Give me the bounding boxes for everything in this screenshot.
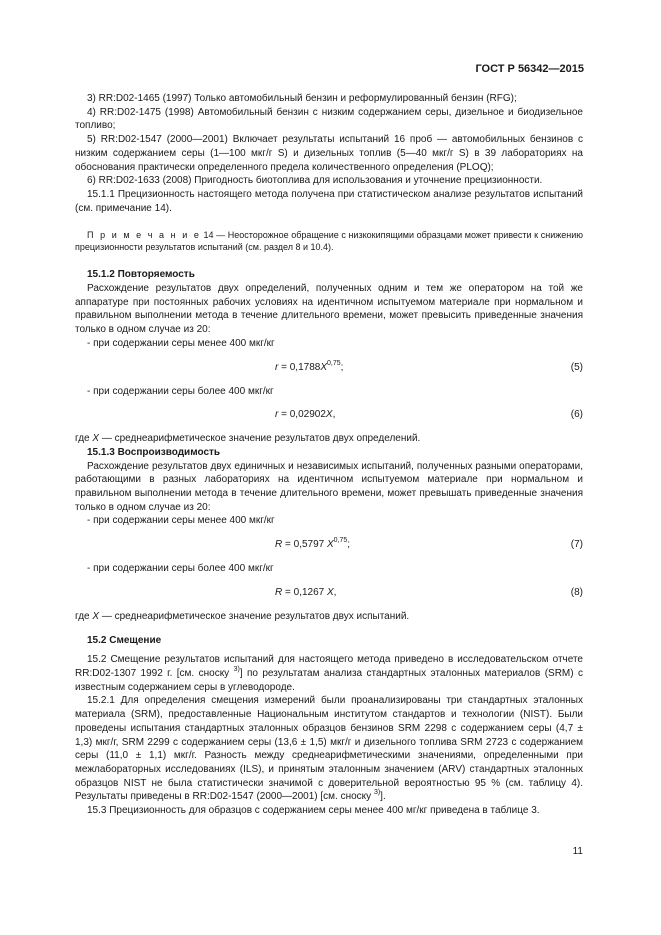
list-item: 3) RR:D02-1465 (1997) Только автомобильный бензин и реформулированный бензин (RFG); bbox=[87, 93, 517, 104]
case-high-sulfur: - при содержании серы более 400 мкг/кг bbox=[87, 563, 274, 575]
section-heading-reproducibility: 15.1.3 Воспроизводимость bbox=[87, 446, 221, 458]
section-heading-repeatability: 15.1.2 Повторяемость bbox=[87, 269, 195, 281]
formula-number: (8) bbox=[570, 586, 583, 598]
list-item: 6) RR:D02-1633 (2008) Пригодность биотоплива для использования и уточнение прецизионности. bbox=[87, 175, 543, 187]
where-clause: где X — среднеарифметическое значение результатов двух определений. bbox=[75, 433, 421, 445]
case-low-sulfur: - при содержании серы менее 400 мкг/кг bbox=[87, 337, 275, 349]
formula-number: (5) bbox=[570, 361, 583, 373]
document-header: ГОСТ Р 56342—2015 bbox=[475, 63, 584, 75]
formula-7 bbox=[75, 538, 583, 552]
where-clause: где X — среднеарифметическое значение результатов двух испытаний. bbox=[75, 610, 410, 622]
section-heading-bias: 15.2 Смещение bbox=[87, 634, 162, 646]
paragraph-15-1-1: 15.1.1 Прецизионность настоящего метода получена при статистическом анализе результатов испытаний (см. примечание 14). bbox=[75, 188, 583, 214]
note-text: 14 — Неосторожное обращение с низкокипящими образцами может привести к снижению прецизионности результатов испытаний (см. раздел 8 и 10.4). bbox=[75, 230, 583, 252]
reproducibility-text: Расхождение результатов двух единичных и независимых испытаний, полученных разными операторами, работающими в разных лабораториях на идентичном испытуемом материале при нормальном и правильном выполнении метода в течение длительного времени, может превышать приведенные значения только в одном случае из 20: bbox=[75, 460, 583, 513]
formula-number: (7) bbox=[570, 539, 583, 551]
note-14 bbox=[75, 230, 583, 253]
note-label: П р и м е ч а н и е bbox=[87, 230, 201, 241]
bias-paragraph-15-2-1: 15.2.1 Для определения смещения измерений были проанализированы три стандартных эталонных материала (SRM), предоставленные Национальным институтом стандартов и технологии (NIST). Были проведены испытания стандартных эталонных образцов бензинов SRM 2298 с содержанием серы (4,7 ± 1,3) мкг/г, SRM 2299 с содержанием серы (13,6 ± 1,5) мкг/г и дизельного топлива SRM 2723 с содержанием серы (11,0 ± 1,1) мкг/г. Разность между среднеарифметическими значениями, определенными при межлабораторных исследованиях (ILS), и принятым эталонным значением (ARV) стандартных эталонных образцов NIST не была статистически значимой с доверительной вероятностью 95 % (см. таблицу 4). Результаты приведены в RR:D02-1547 (2000—2001) [см. сноску $^{3)}$]. bbox=[75, 695, 583, 803]
list-item: 4) RR:D02-1475 (1998) Автомобильный бензин с низким содержанием серы, дизельное и биодизельное топливо; bbox=[75, 106, 583, 132]
case-high-sulfur: - при содержании серы более 400 мкг/кг bbox=[87, 385, 274, 397]
bias-paragraph: 15.2 Смещение результатов испытаний для настоящего метода приведено в исследовательском отчете RR:D02-1307 1992 г. [см. сноску $^{3)}$] по результатам анализа стандартных эталонных материалов (SRM) с известным содержанием серы в углеводороде. bbox=[75, 654, 583, 693]
case-low-sulfur: - при содержании серы менее 400 мкг/кг bbox=[87, 515, 275, 527]
formula-6 bbox=[75, 408, 583, 422]
formula-8 bbox=[75, 586, 583, 600]
page-number: 11 bbox=[572, 846, 583, 857]
list-item: 5) RR:D02-1547 (2000—2001) Включает результаты испытаний 16 проб — автомобильных бензинов с низким содержанием серы (1—100 мкг/г S) и дизельных топлив (5—40 мкг/г S) в 39 лабораториях на обоснования практически определенного предела количественного определения (PLOQ); bbox=[75, 134, 583, 173]
formula-body: r = 0,02902X, bbox=[275, 409, 336, 421]
repeatability-text: Расхождение результатов двух определений, полученных одним и тем же оператором на той же аппаратуре при постоянных рабочих условиях на идентичном испытуемом материале при нормальном и правильном выполнении метода в течение длительного времени, может превысить приведенные значения только в одном случае из 20: bbox=[75, 283, 583, 336]
precision-paragraph-15-3: 15.3 Прецизионность для образцов с содержанием серы менее 400 мг/кг приведена в таблице 3. bbox=[87, 805, 540, 817]
formula-body: $r = 0,1788X^{0,75}$; bbox=[275, 359, 344, 373]
document-body bbox=[75, 92, 583, 818]
formula-number: (6) bbox=[570, 409, 583, 421]
formula-body: R = 0,5797 X$^{0,75}$; bbox=[275, 537, 351, 551]
formula-5 bbox=[75, 361, 583, 375]
formula-body: R = 0,1267 X, bbox=[275, 586, 337, 598]
